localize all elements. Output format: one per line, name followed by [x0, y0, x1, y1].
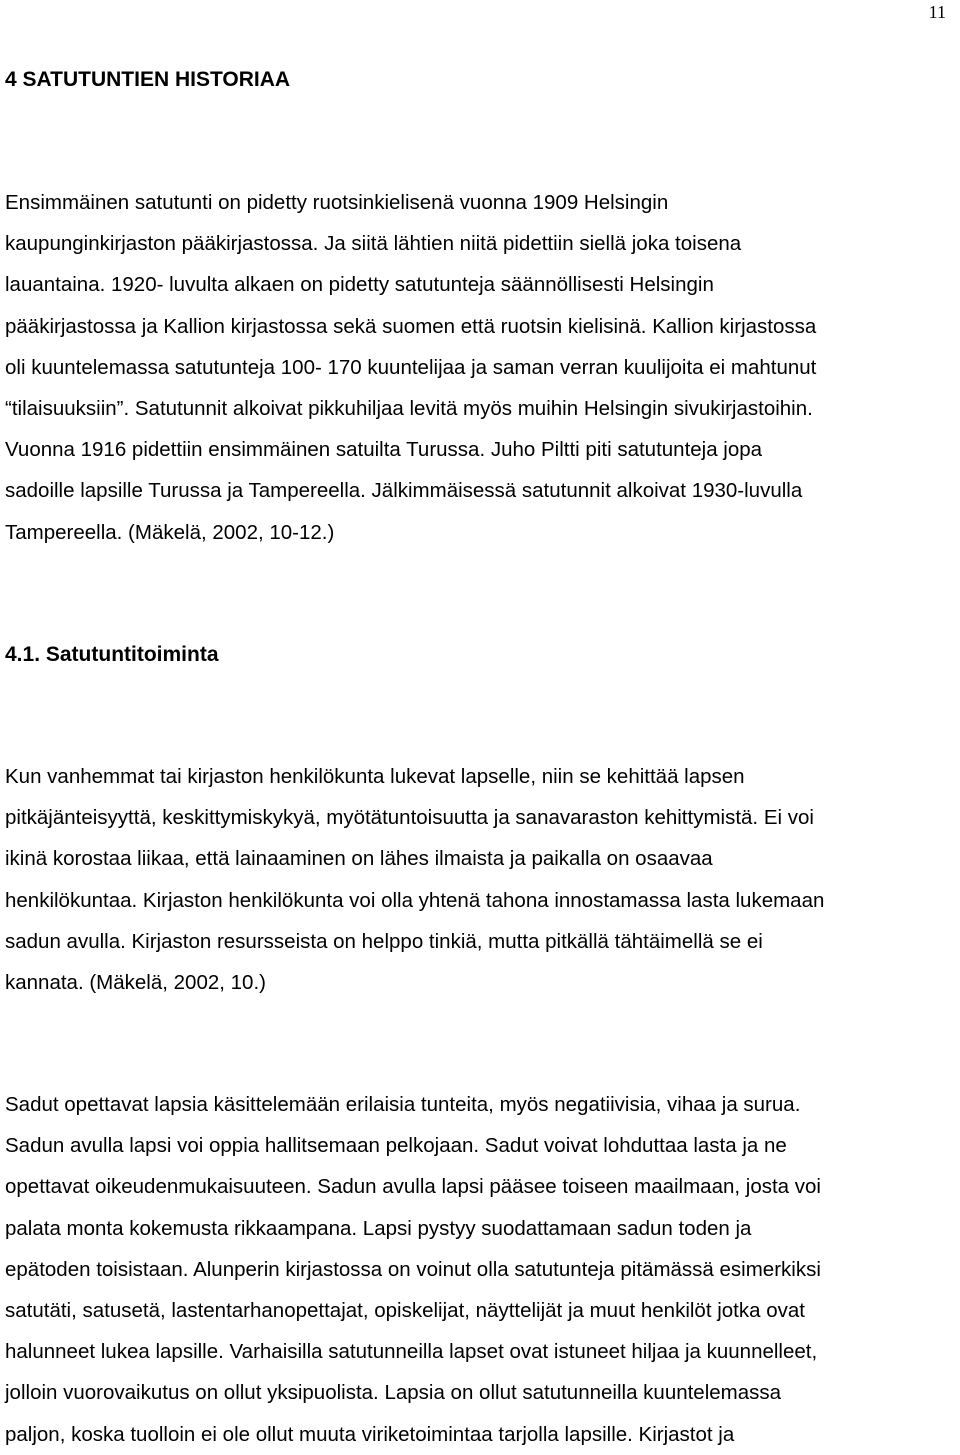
text-line: Ensimmäinen satutunti on pidetty ruotsinkielisenä vuonna 1909 Helsingin — [5, 191, 669, 214]
paragraph-fairytale-benefits — [5, 1084, 821, 1455]
paragraph-history — [5, 182, 816, 553]
text-line: “tilaisuuksiin”. Satutunnit alkoivat pikkuhiljaa levitä myös muihin Helsingin sivukirjastoihin. — [5, 396, 813, 420]
text-line: jolloin vuorovaikutus on ollut yksipuolista. Lapsia on ollut satutunneilla kuuntelemassa — [5, 1381, 782, 1405]
text-line: sadoille lapsille Turussa ja Tampereella. Jälkimmäisessä satutunnit alkoivat 1930-luvulla — [5, 479, 803, 503]
text-line: halunneet lukea lapsille. Varhaisilla satutunneilla lapset ovat istuneet hiljaa ja kuunnelleet, — [5, 1340, 818, 1364]
text-line: henkilökuntaa. Kirjaston henkilökunta voi olla yhtenä tahona innostamassa lasta lukemaan — [5, 888, 825, 912]
text-line: epätoden toisistaan. Alunperin kirjastossa on voinut olla satutunteja pitämässä esimerkiksi — [5, 1257, 821, 1281]
paragraph-storytime-activity — [5, 756, 824, 1003]
text-line: satutäti, satusetä, lastentarhanopettajat, opiskelijat, näyttelijät ja muut henkilöt jotka ovat — [5, 1298, 805, 1322]
text-line: Sadun avulla lapsi voi oppia hallitsemaan pelkojaan. Sadut voivat lohduttaa lasta ja ne — [5, 1134, 787, 1158]
text-line: Kun vanhemmat tai kirjaston henkilökunta lukevat lapselle, niin se kehittää lapsen — [5, 765, 745, 788]
section-heading: 4.1. Satutuntitoiminta — [5, 643, 219, 666]
page-number: 11 — [928, 2, 946, 22]
text-line: palata monta kokemusta rikkaampana. Lapsi pystyy suodattamaan sadun toden ja — [5, 1216, 752, 1240]
text-line: sadun avulla. Kirjaston resursseista on helppo tinkiä, mutta pitkällä tähtäimellä se ei — [5, 929, 763, 953]
text-line: lauantaina. 1920- luvulta alkaen on pidetty satutunteja säännöllisesti Helsingin — [5, 273, 714, 297]
text-line: pitkäjänteisyyttä, keskittymiskykyä, myötätuntoisuutta ja sanavaraston kehittymistä. Ei voi — [5, 806, 814, 830]
text-line: ikinä korostaa liikaa, että lainaaminen on lähes ilmaista ja paikalla on osaavaa — [5, 847, 713, 871]
text-line: pääkirjastossa ja Kallion kirjastossa sekä suomen että ruotsin kielisinä. Kallion kirjastossa — [5, 314, 817, 338]
text-line: oli kuuntelemassa satutunteja 100- 170 kuuntelijaa ja saman verran kuulijoita ei mahtunut — [5, 355, 817, 379]
text-line: opettavat oikeudenmukaisuuteen. Sadun avulla lapsi pääsee toiseen maailmaan, josta voi — [5, 1175, 821, 1199]
text-line: paljon, koska tuolloin ei ole ollut muuta viriketoimintaa tarjolla lapsille. Kirjastot ja — [5, 1422, 735, 1446]
text-line: kaupunginkirjaston pääkirjastossa. Ja siitä lähtien niitä pidettiin siellä joka toisena — [5, 232, 742, 256]
text-line: Sadut opettavat lapsia käsittelemään erilaisia tunteita, myös negatiivisia, vihaa ja surua. — [5, 1093, 801, 1116]
chapter-heading: 4 SATUTUNTIEN HISTORIAA — [5, 68, 291, 91]
text-line: kannata. (Mäkelä, 2002, 10.) — [5, 970, 266, 994]
text-line: Tampereella. (Mäkelä, 2002, 10-12.) — [5, 520, 335, 544]
text-line: Vuonna 1916 pidettiin ensimmäinen satuilta Turussa. Juho Piltti piti satutunteja jopa — [5, 438, 763, 462]
